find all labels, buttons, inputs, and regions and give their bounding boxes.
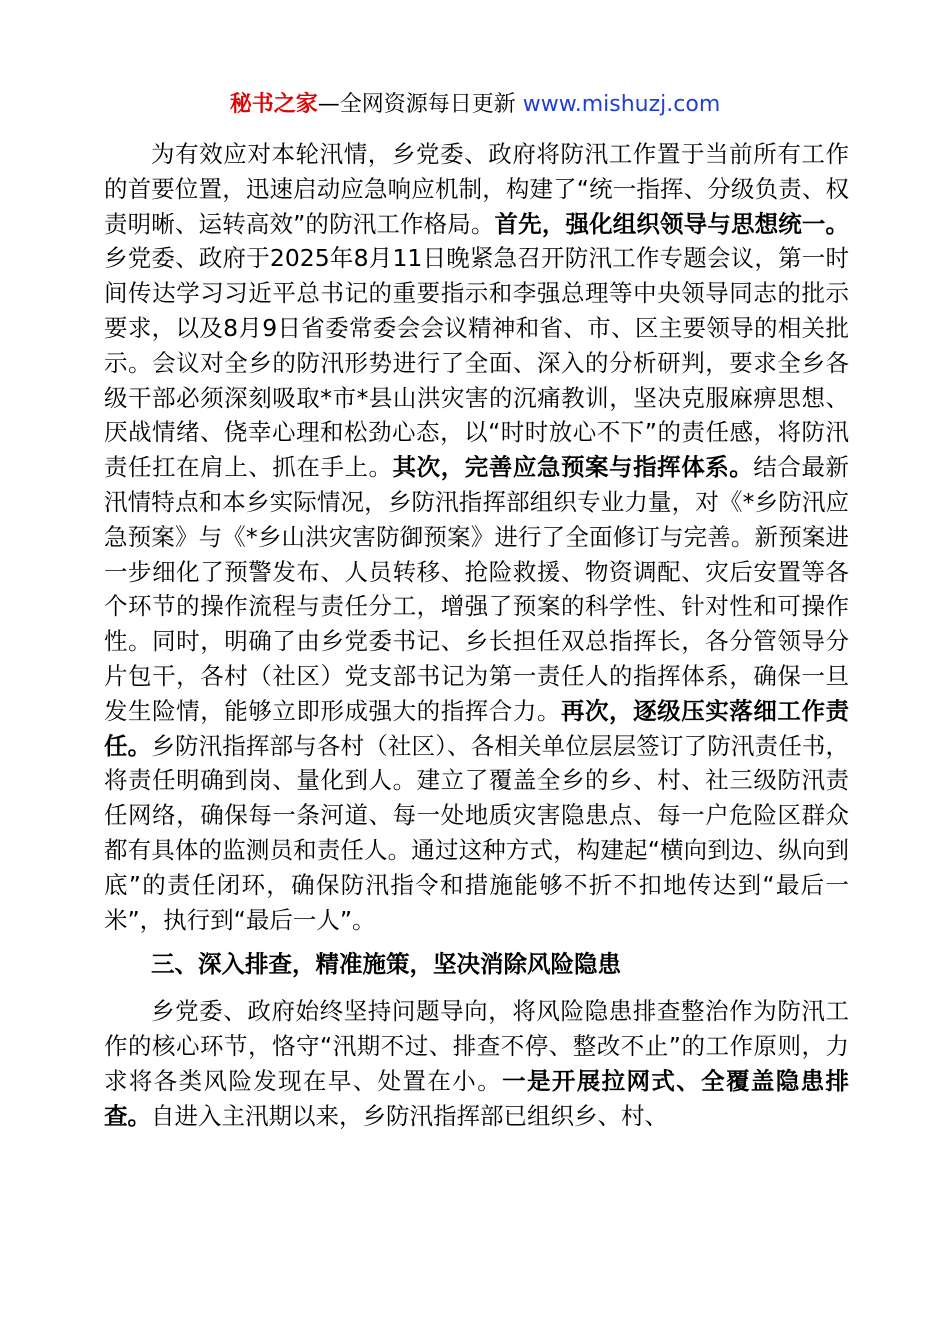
paragraph-command-system: [104, 137, 849, 937]
text-span: 乡党委、政府于2025年8月11日晚紧急召开防汛工作专题会议，第一时间传达学习习近平总书记的重要指示和李强总理等中央领导同志的批示要求，以及8月9日省委常委会会议精神和省、市、区主要领导的相关批示。会议对全乡的防汛形势进行了全面、深入的分析研判，要求全乡各级干部必须深刻吸取*市*县山洪灾害的沉痛教训，坚决克服麻痹思想、厌战情绪、侥幸心理和松劲心态，以“时时放心不下”的责任感，将防汛责任扛在肩上、抓在手上。: [104, 244, 849, 482]
bold-point-second: 其次，完善应急预案与指挥体系。: [392, 453, 754, 482]
text-span: 乡防汛指挥部与各村（社区）、各相关单位层层签订了防汛责任书，将责任明确到岗、量化到人。建立了覆盖全乡的乡、村、社三级防汛责任网络，确保每一条河道、每一处地质灾害隐患点、每一户危险区群众都有具体的监测员和责任人。通过这种方式，构建起“横向到边、纵向到底”的责任闭环，确保防汛指令和措施能够不折不扣地传达到“最后一米”，执行到“最后一人”。: [104, 731, 850, 934]
page-header: [0, 88, 950, 122]
bold-point-one: 一是开展拉网式、全覆盖隐患排查。: [104, 1066, 850, 1130]
section-heading-3: 三、深入排查，精准施策，坚决消除风险隐患: [151, 950, 621, 979]
text-span: 自进入主汛期以来，乡防汛指挥部已组织乡、村、: [151, 1101, 668, 1130]
bold-point-first: 首先，强化组织领导与思想统一。: [494, 209, 849, 238]
bold-point-third: 再次，逐级压实落细工作责任。: [104, 696, 850, 760]
paragraph-risk-investigation: [104, 994, 849, 1133]
text-span: 乡党委、政府始终坚持问题导向，将风险隐患排查整治作为防汛工作的核心环节，恪守“汛期不过、排查不停、整改不止”的工作原则，力求将各类风险发现在早、处置在小。: [104, 997, 849, 1095]
document-body: [104, 137, 849, 1133]
site-brand: 秘书之家: [229, 92, 318, 117]
text-span: 结合最新汛情特点和本乡实际情况，乡防汛指挥部组织专业力量，对《*乡防汛应急预案》与《*乡山洪灾害防御预案》进行了全面修订与完善。新预案进一步细化了预警发布、人员转移、抢险救援、物资调配、灾后安置等各个环节的操作流程与责任分工，增强了预案的科学性、针对性和可操作性。同时，明确了由乡党委书记、乡长担任双总指挥长，各分管领导分片包干，各村（社区）党支部书记为第一责任人的指挥体系，确保一旦发生险情，能够立即形成强大的指挥合力。: [104, 453, 850, 725]
site-tagline: —全网资源每日更新: [317, 92, 516, 117]
site-url[interactable]: www.mishuzj.com: [522, 92, 721, 117]
text-span: 为有效应对本轮汛情，乡党委、政府将防汛工作置于当前所有工作的首要位置，迅速启动应急响应机制，构建了“统一指挥、分级负责、权责明晰、运转高效”的防汛工作格局。: [104, 140, 849, 238]
